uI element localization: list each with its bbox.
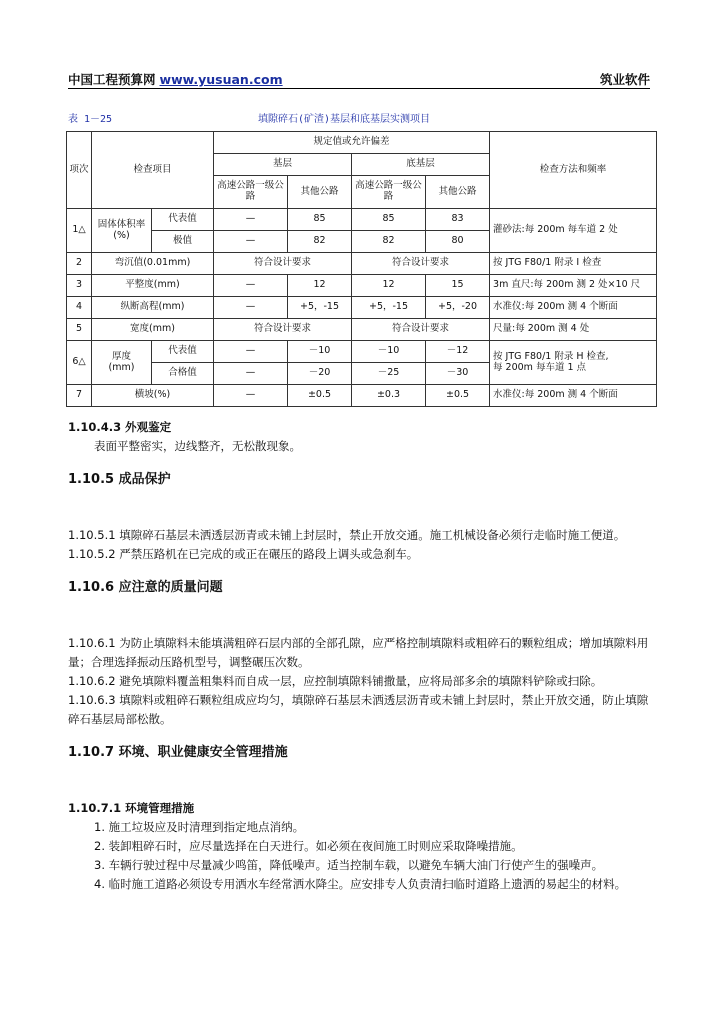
list-item: 1. 施工垃圾应及时清理到指定地点消纳。 [94, 820, 305, 834]
head-check-item: 检查项目 [92, 132, 214, 209]
row7-v0: — [214, 385, 288, 407]
site-name: 中国工程预算网 [68, 72, 156, 87]
row7-v3: ±0.5 [426, 385, 490, 407]
table-caption [68, 110, 650, 126]
row1-name: 固体体积率(%) [92, 209, 152, 253]
row6-v1-0: — [214, 341, 288, 363]
table-row [67, 297, 657, 319]
row1-sub1: 代表值 [152, 209, 214, 231]
row7-method: 水准仪:每 200m 测 4 个断面 [490, 385, 657, 407]
heading-1-10-4-3: 1.10.4.3 外观鉴定 [68, 420, 172, 434]
table-row [67, 319, 657, 341]
row5-subbase: 符合设计要求 [352, 319, 490, 341]
row6-v1-3: －12 [426, 341, 490, 363]
para-1-10-6-3: 1.10.6.3 填隙料或粗碎石颗粒组成应均匀，填隙碎石基层未洒透层沥青或未铺上封层时，禁止开放交通，防止填隙碎石基层局部松散。 [68, 693, 649, 726]
row2-subbase: 符合设计要求 [352, 253, 490, 275]
row5-no: 5 [67, 319, 92, 341]
row3-v2: 12 [352, 275, 426, 297]
head-base: 基层 [214, 154, 352, 176]
row6-v1-2: －10 [352, 341, 426, 363]
row2-no: 2 [67, 253, 92, 275]
head-method: 检查方法和频率 [490, 132, 657, 209]
row3-no: 3 [67, 275, 92, 297]
para-1-10-6-2: 1.10.6.2 避免填隙料覆盖粗集料而自成一层，应控制填隙料铺撒量，应将局部多余的填隙料铲除或扫除。 [68, 674, 603, 688]
row3-v3: 15 [426, 275, 490, 297]
row4-v3: +5，-20 [426, 297, 490, 319]
table-row [67, 275, 657, 297]
para-1-10-6-1: 1.10.6.1 为防止填隙料未能填满粗碎石层内部的全部孔隙，应严格控制填隙料或粗碎石的颗粒组成；增加填隙料用量；合理选择振动压路机型号，调整碾压次数。 [68, 636, 649, 669]
site-url-link[interactable]: www.yusuan.com [159, 72, 283, 87]
row3-method: 3m 直尺:每 200m 测 2 处×10 尺 [490, 275, 657, 297]
row1-v1-1: 85 [288, 209, 352, 231]
row7-no: 7 [67, 385, 92, 407]
row6-no: 6△ [67, 341, 92, 385]
row1-v2-1: 82 [288, 231, 352, 253]
row6-name-line2: (mm) [108, 361, 135, 373]
para-1-10-4-3: 表面平整密实，边线整齐，无松散现象。 [94, 439, 301, 453]
row6-v2-1: －20 [288, 363, 352, 385]
heading-1-10-7: 1.10.7 环境、职业健康安全管理措施 [68, 745, 288, 760]
row4-no: 4 [67, 297, 92, 319]
heading-1-10-7-1: 1.10.7.1 环境管理措施 [68, 801, 195, 815]
row1-method: 灌砂法:每 200m 每车道 2 处 [490, 209, 657, 253]
row4-v0: — [214, 297, 288, 319]
row1-v2-0: — [214, 231, 288, 253]
row4-v2: +5，-15 [352, 297, 426, 319]
page-header [68, 70, 650, 89]
table-row [67, 209, 657, 231]
row7-v2: ±0.3 [352, 385, 426, 407]
row1-sub2: 极值 [152, 231, 214, 253]
row4-name: 纵断高程(mm) [92, 297, 214, 319]
heading-1-10-5: 1.10.5 成品保护 [68, 472, 171, 487]
row5-method: 尺量:每 200m 测 4 处 [490, 319, 657, 341]
row1-v1-2: 85 [352, 209, 426, 231]
row1-v1-3: 83 [426, 209, 490, 231]
row5-base: 符合设计要求 [214, 319, 352, 341]
row6-v2-2: －25 [352, 363, 426, 385]
header-site [68, 70, 283, 88]
head-item-no: 项次 [67, 132, 92, 209]
row5-name: 宽度(mm) [92, 319, 214, 341]
row4-method: 水准仪:每 200m 测 4 个断面 [490, 297, 657, 319]
table-title: 填隙碎石(矿渣)基层和底基层实测项目 [258, 114, 431, 125]
row1-v2-2: 82 [352, 231, 426, 253]
table-number: 表 1－25 [68, 114, 113, 125]
row6-v2-0: — [214, 363, 288, 385]
head-subbase: 底基层 [352, 154, 490, 176]
head-base-other: 其他公路 [288, 176, 352, 209]
row3-v0: — [214, 275, 288, 297]
row2-name: 弯沉值(0.01mm) [92, 253, 214, 275]
inspection-table [66, 131, 657, 407]
table-row [67, 341, 657, 363]
row6-name-line1: 厚度 [111, 350, 131, 362]
row6-method-line2: 每 200m 每车道 1 点 [493, 361, 587, 373]
row6-name [92, 341, 152, 385]
row1-v1-0: — [214, 209, 288, 231]
document-body [68, 418, 658, 894]
para-1-10-5-2: 1.10.5.2 严禁压路机在已完成的或正在碾压的路段上调头或急刹车。 [68, 547, 419, 561]
head-base-highway: 高速公路一级公路 [214, 176, 288, 209]
list-item: 4. 临时施工道路必须设专用洒水车经常洒水降尘。应安排专人负责清扫临时道路上遗洒的易起尘的材料。 [94, 877, 627, 891]
row6-v1-1: －10 [288, 341, 352, 363]
list-item: 3. 车辆行驶过程中尽量减少鸣笛，降低噪声。适当控制车载，以避免车辆大油门行使产生的强噪声。 [94, 858, 604, 872]
row3-name: 平整度(mm) [92, 275, 214, 297]
head-subbase-highway: 高速公路一级公路 [352, 176, 426, 209]
row6-method [490, 341, 657, 385]
head-allowed: 规定值或允许偏差 [214, 132, 490, 154]
row6-v2-3: －30 [426, 363, 490, 385]
row2-base: 符合设计要求 [214, 253, 352, 275]
heading-1-10-6: 1.10.6 应注意的质量问题 [68, 580, 223, 595]
table-row [67, 385, 657, 407]
row1-v2-3: 80 [426, 231, 490, 253]
row7-name: 横坡(%) [92, 385, 214, 407]
row1-no: 1△ [67, 209, 92, 253]
row3-v1: 12 [288, 275, 352, 297]
row6-sub2: 合格值 [152, 363, 214, 385]
row6-method-line1: 按 JTG F80/1 附录 H 检查, [493, 350, 609, 362]
para-1-10-5-1: 1.10.5.1 填隙碎石基层未洒透层沥青或未铺上封层时，禁止开放交通。施工机械设备必须行走临时施工便道。 [68, 528, 626, 542]
row2-method: 按 JTG F80/1 附录 I 检查 [490, 253, 657, 275]
row6-sub1: 代表值 [152, 341, 214, 363]
head-subbase-other: 其他公路 [426, 176, 490, 209]
table-row [67, 253, 657, 275]
row4-v1: +5，-15 [288, 297, 352, 319]
row7-v1: ±0.5 [288, 385, 352, 407]
list-item: 2. 装卸粗碎石时，应尽量选择在白天进行。如必须在夜间施工时则应采取降噪措施。 [94, 839, 523, 853]
header-brand: 筑业软件 [599, 72, 650, 87]
